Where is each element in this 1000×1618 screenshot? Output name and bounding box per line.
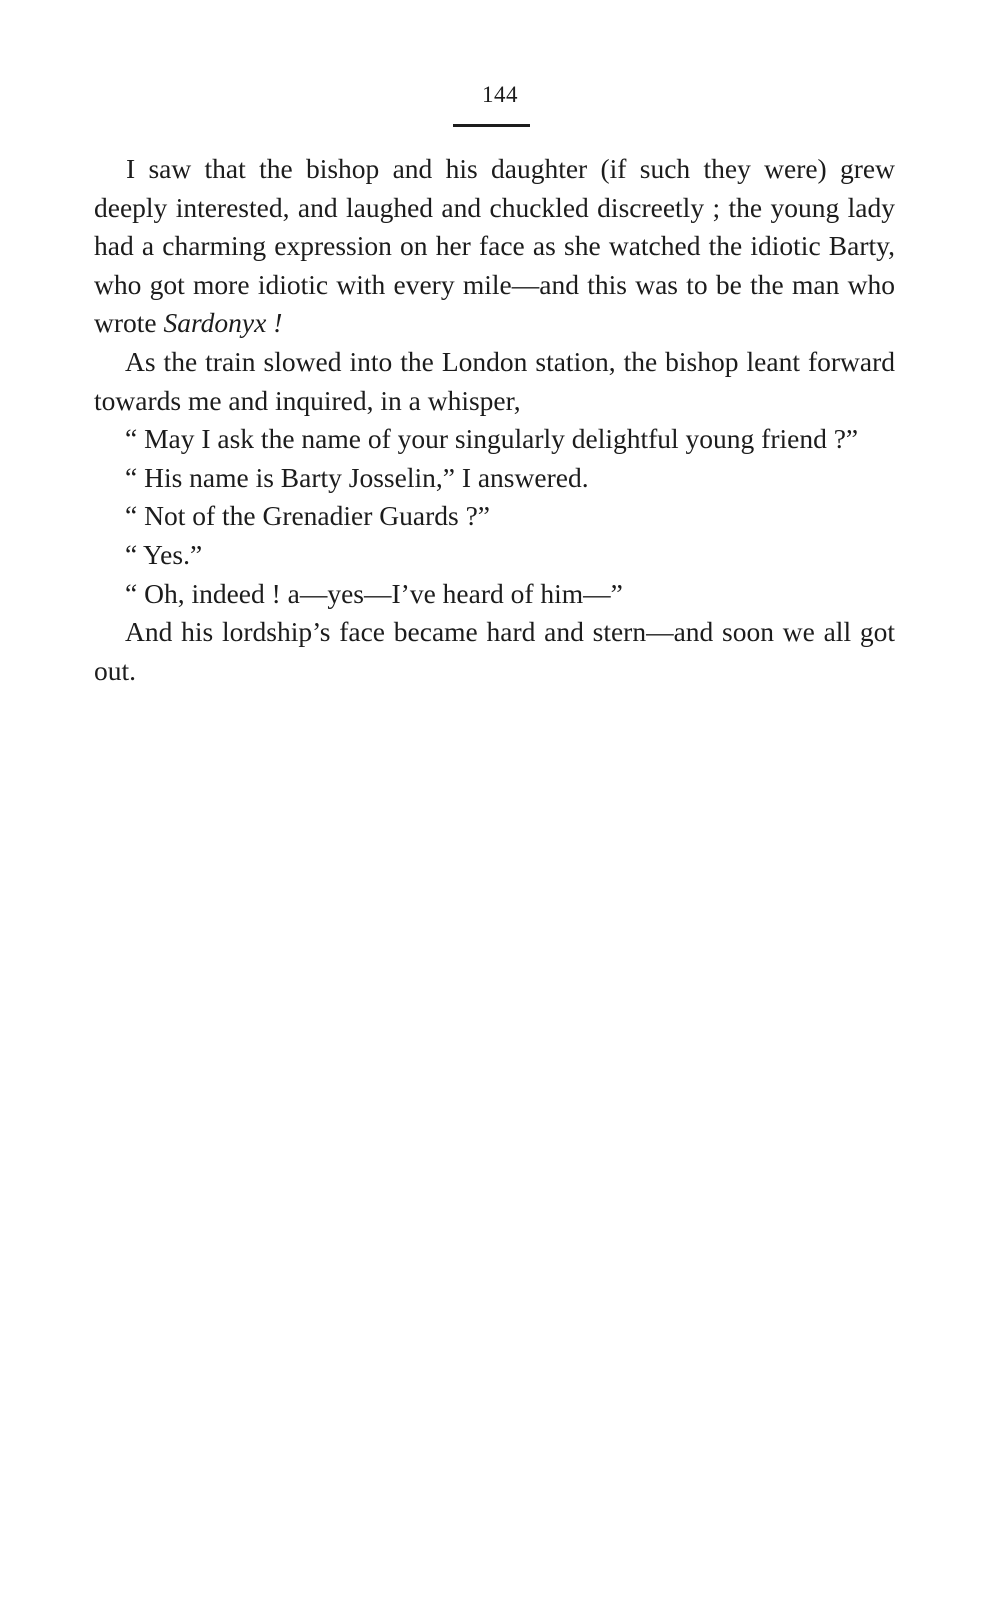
paragraph-1-text: I saw that the bishop and his daughter (if such they were) grew deeply interested, and laughed and chuckled discreetly ; the young lady had a charming expression on her face as she watched the idiotic Barty, who got more idiotic with every mile—and this was to be the man who wrote bbox=[94, 153, 895, 339]
paragraph-8: And his lordship’s face became hard and stern—and soon we all got out. bbox=[94, 616, 895, 686]
paragraph-4: “ His name is Barty Josselin,” I answered. bbox=[125, 461, 589, 493]
book-title-sardonyx: Sardonyx ! bbox=[163, 307, 283, 339]
paragraph-1 bbox=[94, 150, 895, 343]
page-number-rule bbox=[453, 124, 530, 127]
paragraph-2: As the train slowed into the London station, the bishop leant forward towards me and inquired, in a whisper, bbox=[94, 345, 895, 416]
paragraph-5: “ Not of the Grenadier Guards ?” bbox=[125, 500, 490, 532]
body-text bbox=[94, 150, 895, 690]
page-number: 144 bbox=[482, 82, 518, 107]
paragraph-7: “ Oh, indeed ! a—yes—I’ve heard of him—” bbox=[125, 577, 623, 609]
paragraph-3: “ May I ask the name of your singularly delightful young friend ?” bbox=[125, 423, 859, 455]
paragraph-6: “ Yes.” bbox=[125, 538, 203, 570]
